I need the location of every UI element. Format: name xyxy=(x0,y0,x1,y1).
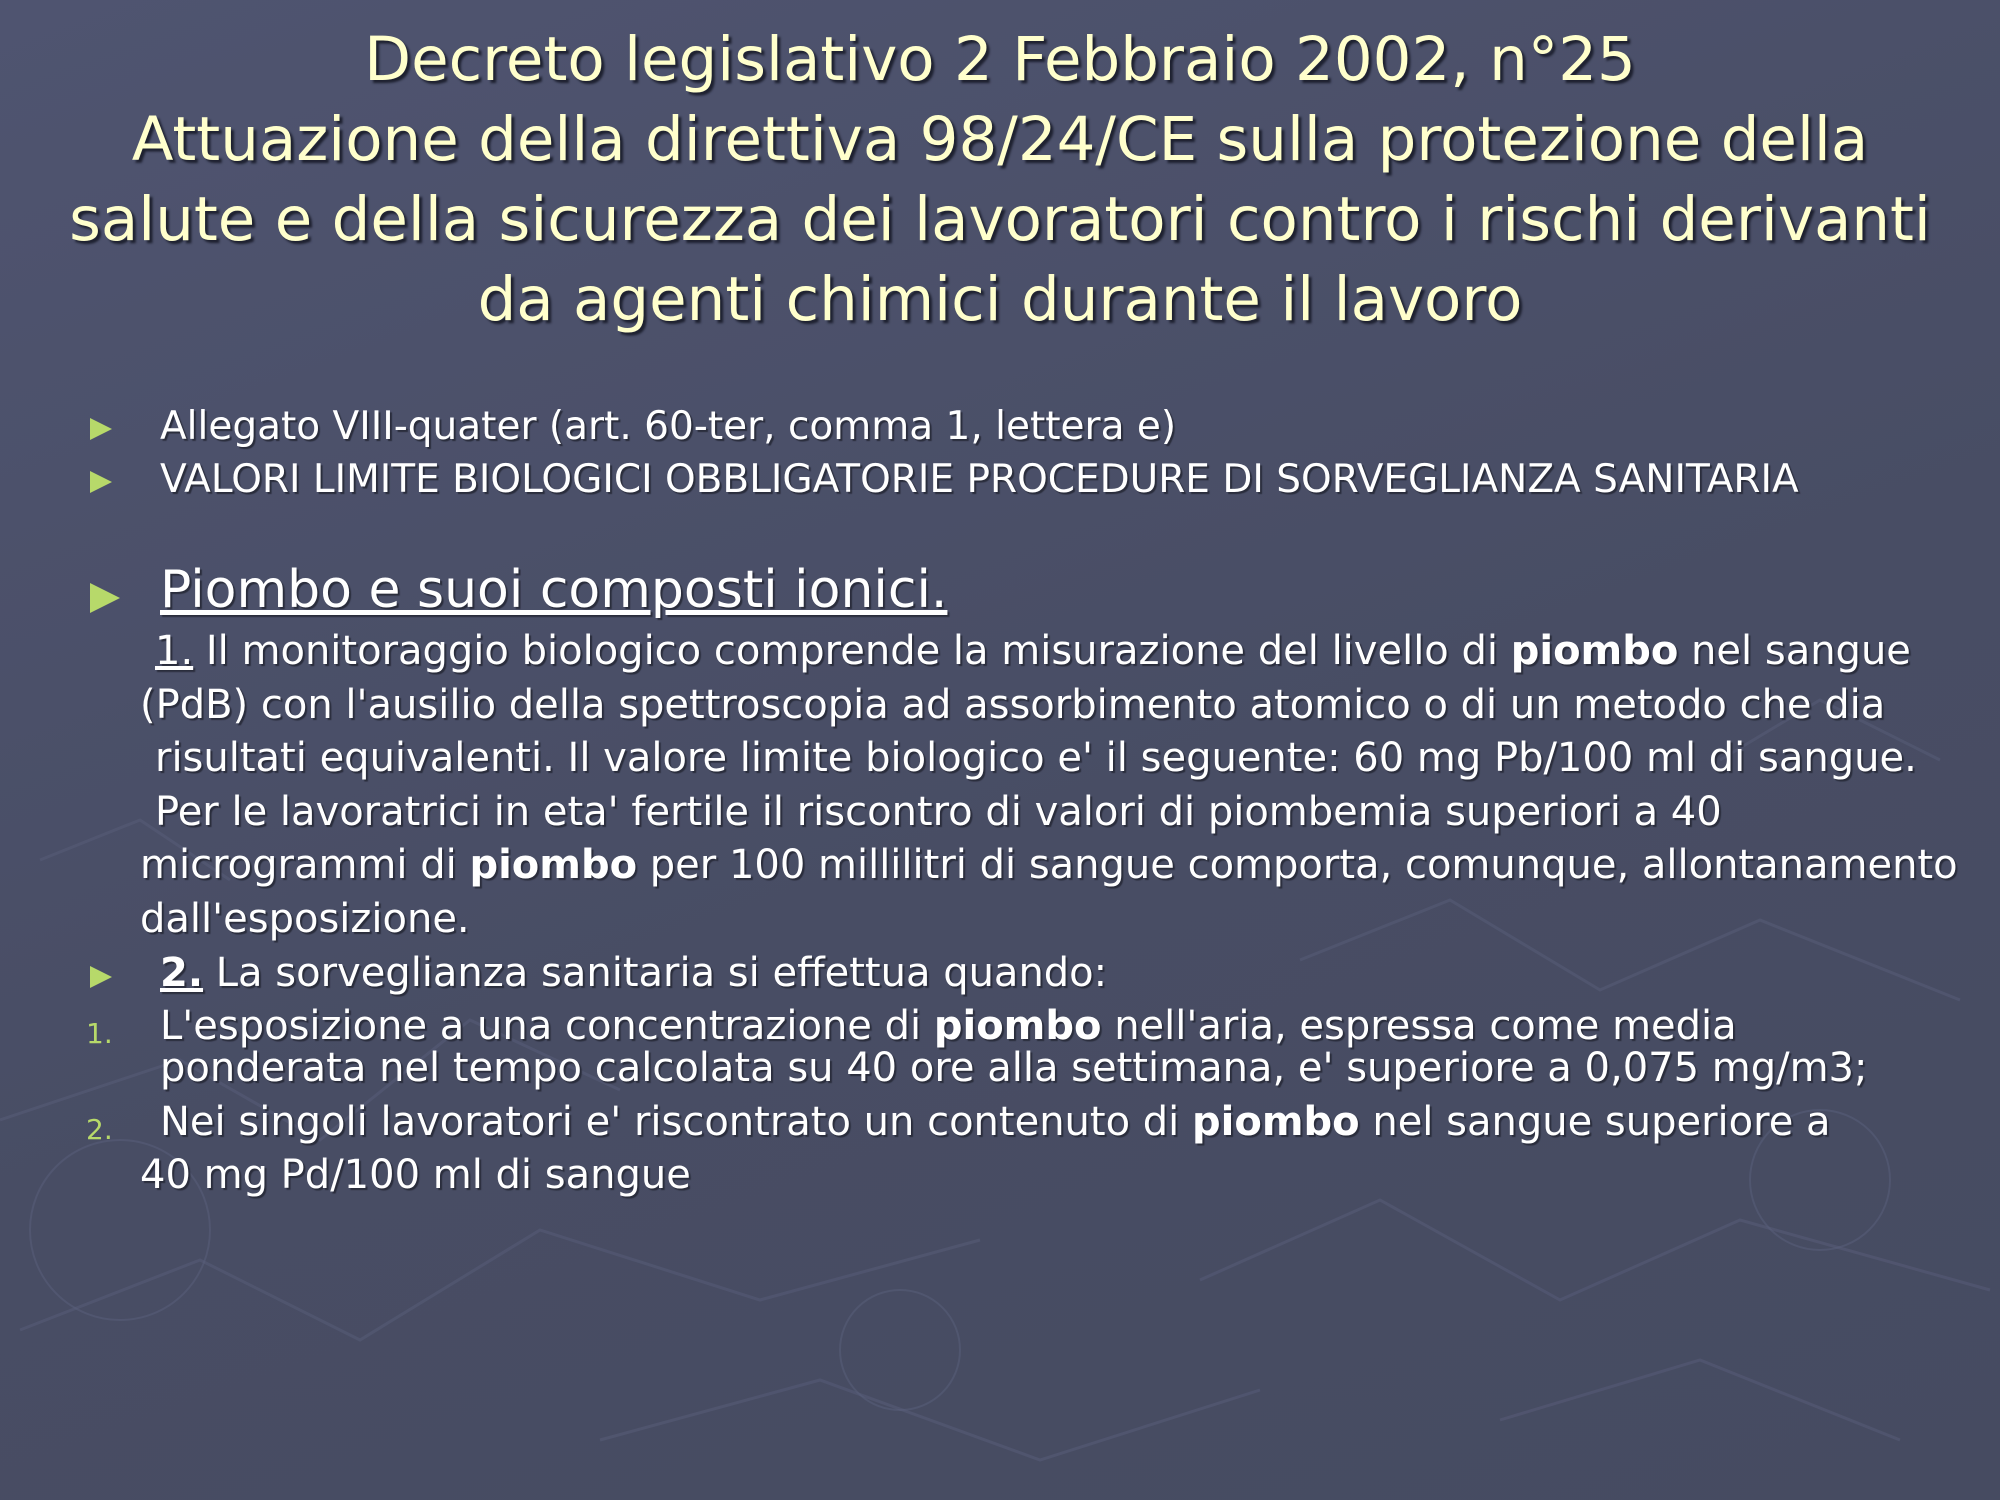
list-marker: 1. xyxy=(86,1017,113,1050)
paragraph-1-line: risultati equivalenti. Il valore limite biologico e' il seguente: 60 mg Pb/100 ml di sangue. xyxy=(155,735,1917,781)
list-item-line: Nei singoli lavoratori e' riscontrato un contenuto di piombo nel sangue superiore a xyxy=(160,1099,1831,1145)
green-triangle-arrow-icon xyxy=(90,418,112,440)
bullet-item-allegato: Allegato VIII-quater (art. 60-ter, comma 1, lettera e) xyxy=(160,404,1177,449)
green-triangle-arrow-icon xyxy=(90,966,112,988)
paragraph-1-line: Per le lavoratrici in eta' fertile il riscontro di valori di piombemia superiori a 40 xyxy=(155,789,1722,835)
title-line: Attuazione della direttiva 98/24/CE sulla protezione della xyxy=(131,104,1869,175)
title-line: Decreto legislativo 2 Febbraio 2002, n°25 xyxy=(364,24,1636,95)
green-triangle-arrow-icon xyxy=(90,583,120,613)
title-line: salute e della sicurezza dei lavoratori contro i rischi derivanti xyxy=(69,184,1931,255)
paragraph-1-line: microgrammi di piombo per 100 millilitri di sangue comporta, comunque, allontanamento xyxy=(140,842,1958,888)
paragraph-1-line: dall'esposizione. xyxy=(140,896,470,942)
list-item-line: 40 mg Pd/100 ml di sangue xyxy=(140,1152,691,1198)
title-line: da agenti chimici durante il lavoro xyxy=(477,264,1523,335)
paragraph-2-number: 2. xyxy=(160,950,204,996)
paragraph-1-number: 1. xyxy=(155,628,194,674)
bullet-item-valori-limite: VALORI LIMITE BIOLOGICI OBBLIGATORIE PROCEDURE DI SORVEGLIANZA SANITARIA xyxy=(160,457,1799,502)
paragraph-2-line: 2. La sorveglianza sanitaria si effettua quando: xyxy=(160,950,1108,996)
slide-title xyxy=(60,20,1940,340)
paragraph-1-line: (PdB) con l'ausilio della spettroscopia ad assorbimento atomico o di un metodo che dia xyxy=(140,682,1886,728)
green-triangle-arrow-icon xyxy=(90,471,112,493)
list-marker: 2. xyxy=(86,1113,113,1146)
paragraph-1-line: 1. Il monitoraggio biologico comprende la misurazione del livello di piombo nel sangue xyxy=(155,628,1911,674)
section-heading-piombo: Piombo e suoi composti ionici. xyxy=(160,560,948,620)
list-item-line: ponderata nel tempo calcolata su 40 ore alla settimana, e' superiore a 0,075 mg/m3; xyxy=(160,1045,1868,1091)
list-item-line: L'esposizione a una concentrazione di piombo nell'aria, espressa come media xyxy=(160,1003,1737,1049)
